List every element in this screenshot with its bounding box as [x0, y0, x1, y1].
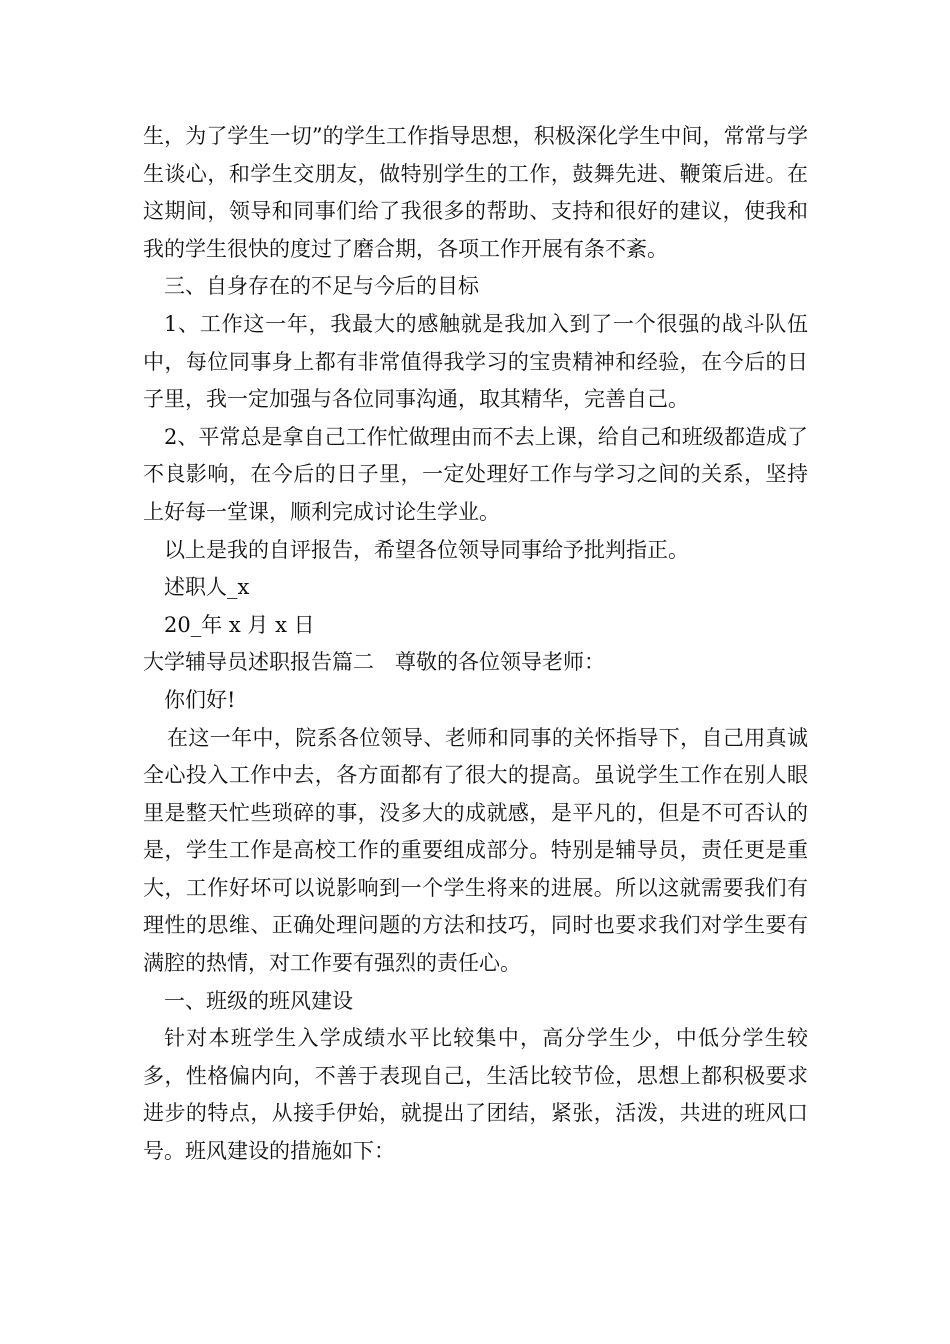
paragraph-continuation: 生，为了学生一切”的学生工作指导思想，积极深化学生中间，常常与学生谈心，和学生交朋友，做特别学生的工作，鼓舞先进、鞭策后进。在这期间，领导和同事们给了我很多的帮助、支持和很好的建议，使我和我的学生很快的度过了磨合期，各项工作开展有条不紊。	[143, 124, 808, 261]
greeting: 你们好!	[164, 687, 236, 712]
section-heading-class-style: 一、班级的班风建设	[164, 988, 353, 1013]
signature-line: 述职人_x	[164, 575, 250, 600]
paragraph-point-2: 2、平常总是拿自己工作忙做理由而不去上课，给自己和班级都造成了不良影响，在今后的日子里，一定处理好工作与学习之间的关系，坚持上好每一堂课，顺利完成讨论生学业。	[143, 424, 808, 524]
report-title-part-two: 大学辅导员述职报告篇二 尊敬的各位领导老师：	[143, 650, 605, 675]
date-line: 20_年 x 月 x 日	[164, 612, 315, 637]
paragraph-closing-remark: 以上是我的自评报告，希望各位领导同事给予批判指正。	[164, 537, 689, 562]
paragraph-class-style: 针对本班学生入学成绩水平比较集中，高分学生少，中低分学生较多，性格偏内向，不善于表现自己，生活比较节俭，思想上都积极要求进步的特点，从接手伊始，就提出了团结，紧张，活泼，共进的班风口号。班风建设的措施如下：	[143, 1026, 808, 1164]
document-body	[143, 118, 808, 1171]
paragraph-introduction: 在这一年中，院系各位领导、老师和同事的关怀指导下，自己用真诚全心投入工作中去，各方面都有了很大的提高。虽说学生工作在别人眼里是整天忙些琐碎的事，没多大的成就感，是平凡的，但是不可否认的是，学生工作是高校工作的重要组成部分。特别是辅导员，责任更是重大，工作好坏可以说影响到一个学生将来的进展。所以这就需要我们有理性的思维、正确处理问题的方法和技巧，同时也要求我们对学生要有满腔的热情，对工作要有强烈的责任心。	[143, 725, 808, 976]
section-heading-shortcomings: 三、自身存在的不足与今后的目标	[164, 274, 479, 299]
paragraph-point-1: 1、工作这一年，我最大的感触就是我加入到了一个很强的战斗队伍中，每位同事身上都有非常值得我学习的宝贵精神和经验，在今后的日子里，我一定加强与各位同事沟通，取其精华，完善自己。	[143, 311, 808, 412]
